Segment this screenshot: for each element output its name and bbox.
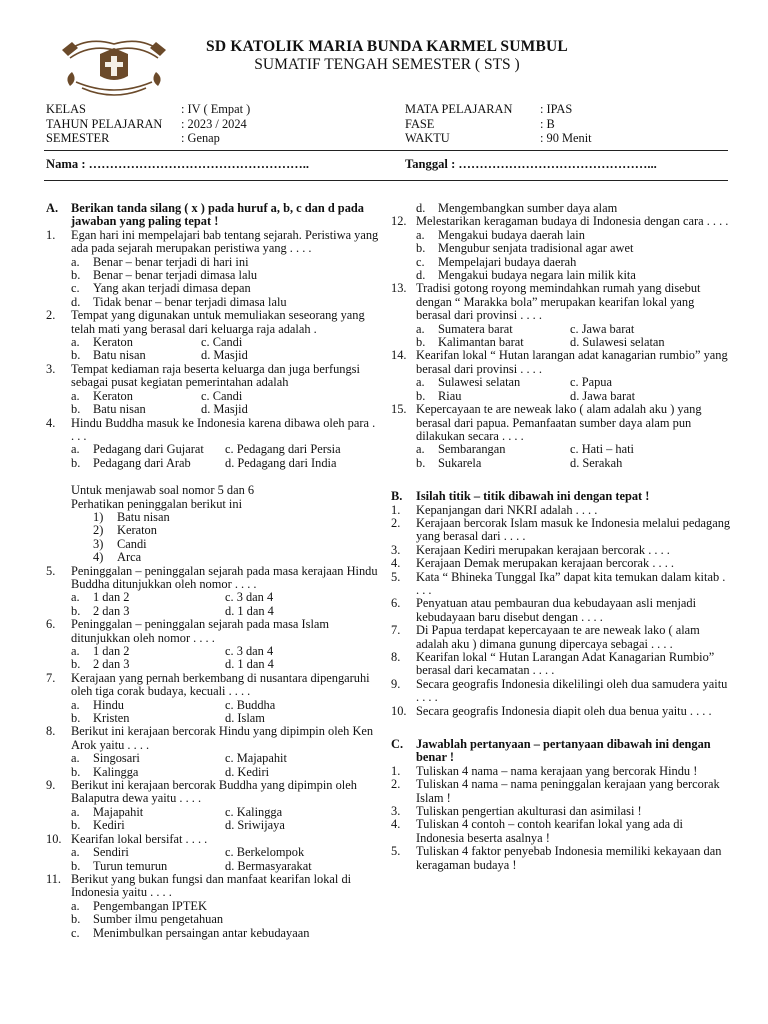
option-text: Yang akan terjadi dimasa depan [93, 281, 251, 296]
essay-item[interactable] [391, 805, 731, 818]
option-text: c. 3 dan 4 [225, 590, 274, 605]
list-number: 3) [93, 536, 104, 551]
option-letter: b. [71, 912, 81, 927]
option-text: Sembarangan [438, 442, 506, 457]
list-text: Keraton [117, 523, 157, 538]
question-text: Kearifan lokal bersifat . . . . [71, 831, 208, 846]
option-text: Mempelajari budaya daerah [438, 254, 577, 269]
section-a-heading [46, 202, 380, 229]
option-text: Pedagang dari Arab [93, 455, 191, 470]
divider-bottom [44, 180, 728, 181]
question-1 [46, 229, 380, 256]
question-text: Kearifan lokal “ Hutan larangan adat kanagarian rumbio” yang berasal dari provinsi . . . . [416, 348, 728, 376]
option-text: d. Bermasyarakat [225, 858, 312, 873]
option-row[interactable] [46, 752, 380, 765]
option-text: 2 dan 3 [93, 603, 130, 618]
item-number: 2. [391, 515, 401, 530]
item-number: 4. [391, 817, 401, 832]
item-text: Secara geografis Indonesia dikelilingi oleh dua samudera yaitu . . . . [416, 676, 728, 705]
option[interactable] [46, 913, 380, 926]
info-right [405, 102, 720, 146]
question-text: Tempat yang digunakan untuk memuliakan seseorang yang telah mati yang berasal dari keluarga raja adalah . [71, 308, 365, 336]
option-letter: a. [416, 227, 425, 242]
question-number: 5. [46, 563, 56, 578]
option-letter: a. [416, 442, 425, 457]
question-text: Hindu Buddha masuk ke Indonesia karena dibawa oleh para . . . . [71, 415, 376, 443]
question-9 [46, 779, 380, 806]
option-row[interactable] [46, 806, 380, 819]
section-c-heading [391, 738, 731, 765]
option-text: c. Jawa barat [570, 321, 635, 336]
option-text: 2 dan 3 [93, 657, 130, 672]
question-text: Melestarikan keragaman budaya di Indonesia dengan cara . . . . [416, 214, 729, 229]
option-text: Sumber ilmu pengetahuan [93, 912, 224, 927]
option-row[interactable] [46, 443, 380, 456]
question-11 [46, 873, 380, 900]
fill-item[interactable] [391, 504, 731, 517]
option-text: Riau [438, 388, 462, 403]
question-number: 2. [46, 308, 56, 323]
question-5 [46, 565, 380, 592]
option-text: d. 1 dan 4 [225, 657, 274, 672]
option-letter: b. [71, 348, 81, 363]
instruction-line: Untuk menjawab soal nomor 5 dan 6 [71, 483, 255, 498]
info-value-semester: : Genap [181, 131, 220, 145]
item-text: Tuliskan 4 nama – nama kerajaan yang bercorak Hindu ! [416, 763, 698, 778]
question-number: 1. [46, 227, 56, 242]
info-value-fase: : B [540, 116, 555, 131]
question-text: Peninggalan – peninggalan sejarah pada masa Islam ditunjukkan oleh nomor . . . . [71, 617, 330, 645]
option-text: d. Sulawesi selatan [570, 335, 665, 350]
option-text: Singosari [93, 751, 140, 766]
divider-top [44, 150, 728, 151]
option-letter: a. [71, 697, 80, 712]
option-row[interactable] [46, 819, 380, 832]
option[interactable] [391, 202, 731, 215]
item-number: 2. [391, 777, 401, 792]
option-letter: b. [416, 335, 426, 350]
option-row[interactable] [46, 645, 380, 658]
option-letter: d. [416, 201, 426, 215]
option-letter: a. [71, 804, 80, 819]
item-text: Kepanjangan dari NKRI adalah . . . . [416, 502, 598, 517]
option-text: Mengakui budaya daerah lain [438, 227, 585, 242]
option-letter: a. [71, 590, 80, 605]
question-3 [46, 363, 380, 390]
date-field[interactable]: Tanggal : ………………………………………... [405, 157, 657, 171]
school-logo [56, 32, 172, 102]
option-row[interactable] [46, 403, 380, 416]
option-text: Sumatera barat [438, 321, 513, 336]
option-row[interactable] [46, 591, 380, 604]
item-text: Penyatuan atau pembauran dua kebudayaan asli menjadi kebudayaan baru disebut dengan . . . . [416, 596, 697, 624]
question-number: 13. [391, 281, 407, 296]
item-text: Tuliskan 4 faktor penyebab Indonesia memiliki kekayaan dan keragaman budaya ! [416, 844, 722, 872]
option[interactable] [391, 269, 731, 282]
list-item [46, 551, 380, 564]
info-value-waktu: : 90 Menit [540, 131, 592, 145]
option-text: c. Candi [201, 388, 243, 403]
section-c-letter: C. [391, 737, 404, 752]
question-number: 15. [391, 402, 407, 417]
option-row[interactable] [391, 390, 731, 403]
item-number: 5. [391, 844, 401, 859]
option-text: Kalingga [93, 764, 139, 779]
option-text: d. Islam [225, 711, 265, 726]
option-text: Sulawesi selatan [438, 375, 521, 390]
option-letter: c. [71, 281, 80, 296]
question-text: Kerajaan yang pernah berkembang di nusantara dipengaruhi oleh tiga corak budaya, kecuali . . . . [71, 670, 370, 699]
option[interactable] [46, 296, 380, 309]
item-number: 3. [391, 542, 401, 557]
section-a-title: Berikan tanda silang ( x ) pada huruf a, b, c dan d pada jawaban yang paling tepat ! [71, 201, 364, 229]
option-text: c. Berkelompok [225, 845, 305, 860]
list-number: 2) [93, 523, 104, 538]
item-text: Kata “ Bhineka Tunggal Ika” dapat kita temukan dalam kitab . . . . [416, 569, 726, 597]
item-number: 6. [391, 596, 401, 611]
option-text: Benar – benar terjadi dimasa lalu [93, 268, 258, 283]
fill-item[interactable] [391, 557, 731, 570]
item-number: 5. [391, 569, 401, 584]
question-text: Peninggalan – peninggalan sejarah pada masa kerajaan Hindu Buddha ditunjukkan oleh nomor . . . . [71, 563, 378, 591]
question-text: Egan hari ini mempelajari bab tentang sejarah. Peristiwa yang ada pada sejarah merupakan peristiwa yang . . . . [71, 227, 379, 256]
option-text: Benar – benar terjadi di hari ini [93, 254, 249, 269]
question-text: Berikut yang bukan fungsi dan manfaat kearifan lokal di Indonesia yaitu . . . . [71, 871, 352, 900]
question-10 [46, 833, 380, 846]
fill-item[interactable] [391, 624, 731, 651]
option-text: c. Papua [570, 375, 612, 390]
fill-item[interactable] [391, 571, 731, 598]
option-letter: b. [71, 603, 81, 618]
option-text: 1 dan 2 [93, 644, 130, 658]
essay-item[interactable] [391, 845, 731, 872]
info-value-mapel: : IPAS [540, 102, 573, 116]
option-letter: a. [71, 254, 80, 269]
option[interactable] [391, 256, 731, 269]
question-7 [46, 672, 380, 699]
option-row[interactable] [46, 605, 380, 618]
info-value-kelas: : IV ( Empat ) [181, 102, 251, 116]
essay-item[interactable] [391, 778, 731, 805]
list-item [46, 538, 380, 551]
question-text: Berikut ini kerajaan bercorak Hindu yang dipimpin oleh Ken Arok yaitu . . . . [71, 724, 374, 752]
option-row[interactable] [391, 457, 731, 470]
option-row[interactable] [46, 457, 380, 470]
fill-item[interactable] [391, 597, 731, 624]
info-label-waktu: WAKTU [405, 131, 450, 145]
option-text: Mengembangkan sumber daya alam [438, 201, 618, 215]
section-c-title: Jawablah pertanyaan – pertanyaan dibawah ini dengan benar ! [416, 737, 711, 765]
option-letter: a. [71, 335, 80, 350]
fill-item[interactable] [391, 651, 731, 678]
option-text: Turun temurun [93, 858, 168, 873]
list-item [46, 511, 380, 524]
option-text: d. Jawa barat [570, 388, 636, 403]
question-text: Kepercayaan te are neweak lako ( alam adalah aku ) yang berasal dari papua. Pemanfaatan sumber daya alam pun dilakukan secara . . . . [416, 402, 702, 443]
list-item [46, 524, 380, 537]
option-letter: a. [416, 375, 425, 390]
item-text: Kerajaan Kediri merupakan kerajaan bercorak . . . . [416, 542, 670, 557]
question-text: Berikut ini kerajaan bercorak Buddha yang dipimpin oleh Balaputra dewa yaitu . . . . [71, 778, 357, 806]
option-text: d. Kediri [225, 764, 270, 779]
question-14 [391, 349, 731, 376]
option-letter: c. [416, 254, 425, 269]
option-letter: b. [416, 455, 426, 470]
option[interactable] [46, 900, 380, 913]
info-value-tahun: : 2023 / 2024 [181, 116, 247, 131]
option-text: c. Hati – hati [570, 442, 634, 457]
option-text: c. Kalingga [225, 804, 283, 819]
fill-item[interactable] [391, 705, 731, 718]
info-label-tahun: TAHUN PELAJARAN [46, 116, 163, 131]
option-letter: a. [71, 845, 80, 860]
option-text: Mengakui budaya negara lain milik kita [438, 268, 636, 283]
option-text: Batu nisan [93, 402, 146, 417]
option-letter: b. [71, 455, 81, 470]
option-text: c. Buddha [225, 697, 276, 712]
question-13 [391, 282, 731, 322]
section-b-letter: B. [391, 489, 403, 504]
option-row[interactable] [391, 323, 731, 336]
option-text: Menimbulkan persaingan antar kebudayaan [93, 925, 310, 940]
option-text: Hindu [93, 697, 124, 712]
option-row[interactable] [391, 376, 731, 389]
option-row[interactable] [46, 766, 380, 779]
question-number: 10. [46, 831, 62, 846]
question-number: 7. [46, 670, 56, 685]
list-number: 1) [93, 509, 104, 524]
fill-item[interactable] [391, 544, 731, 557]
option[interactable] [46, 269, 380, 282]
option-text: d. Pedagang dari India [225, 455, 337, 470]
option[interactable] [391, 242, 731, 255]
item-text: Tuliskan 4 contoh – contoh kearifan lokal yang ada di Indonesia beserta asalnya ! [416, 817, 683, 845]
essay-item[interactable] [391, 765, 731, 778]
option-letter: b. [71, 657, 81, 672]
option-row[interactable] [391, 443, 731, 456]
question-2 [46, 309, 380, 336]
option-text: d. Masjid [201, 402, 248, 417]
item-text: Kerajaan bercorak Islam masuk ke Indonesia melalui pedagang yang berasal dari . . . . [416, 515, 731, 544]
question-number: 14. [391, 348, 407, 363]
question-number: 11. [46, 871, 62, 886]
option-letter: a. [416, 321, 425, 336]
item-text: Di Papua terdapat kepercayaan te are neweak lako ( alam adalah aku ) dimana gunung dipercaya sebagai . . . . [416, 623, 700, 651]
option-text: Kalimantan barat [438, 335, 524, 350]
question-number: 9. [46, 778, 56, 793]
option-letter: d. [71, 294, 81, 309]
section-b-heading [391, 490, 731, 503]
option-row[interactable] [46, 846, 380, 859]
info-label-semester: SEMESTER [46, 131, 110, 145]
question-4 [46, 417, 380, 444]
option-row[interactable] [46, 658, 380, 671]
option-text: d. Serakah [570, 455, 623, 470]
question-15 [391, 403, 731, 443]
item-number: 1. [391, 502, 401, 517]
option-letter: b. [71, 858, 81, 873]
option[interactable] [46, 927, 380, 940]
item-number: 10. [391, 703, 407, 718]
section-b-title: Isilah titik – titik dibawah ini dengan tepat ! [416, 489, 650, 504]
question-text: Tempat kediaman raja beserta keluarga dan juga berfungsi sebagai pusat kegiatan pemerintahan adalah [71, 361, 360, 390]
option-text: Majapahit [93, 804, 144, 819]
item-number: 7. [391, 623, 401, 638]
option-letter: b. [71, 764, 81, 779]
item-text: Secara geografis Indonesia diapit oleh dua benua yaitu . . . . [416, 703, 712, 718]
item-number: 1. [391, 763, 401, 778]
option-text: Tidak benar – benar terjadi dimasa lalu [93, 294, 287, 309]
right-column [391, 202, 731, 872]
info-left [46, 102, 401, 146]
option-text: c. Majapahit [225, 751, 287, 766]
option-letter: b. [416, 388, 426, 403]
option-letter: c. [71, 925, 80, 940]
option-row[interactable] [46, 390, 380, 403]
option-text: d. Sriwijaya [225, 818, 285, 833]
option-text: c. Candi [201, 335, 243, 350]
option-row[interactable] [46, 349, 380, 362]
fill-item[interactable] [391, 678, 731, 705]
option-text: Sukarela [438, 455, 482, 470]
question-number: 6. [46, 617, 56, 632]
question-12 [391, 215, 731, 228]
option-text: 1 dan 2 [93, 590, 130, 605]
list-text: Candi [117, 536, 147, 551]
section-a-letter: A. [46, 201, 59, 215]
item-number: 4. [391, 556, 401, 571]
option[interactable] [46, 282, 380, 295]
option-letter: a. [71, 898, 80, 913]
option-letter: a. [71, 644, 80, 658]
question-8 [46, 725, 380, 752]
option-text: Pedagang dari Gujarat [93, 442, 204, 457]
option-letter: b. [416, 241, 426, 256]
option-letter: b. [71, 711, 81, 726]
option-letter: a. [71, 751, 80, 766]
item-text: Tuliskan 4 nama – nama peninggalan kerajaan yang bercorak Islam ! [416, 777, 720, 805]
option-text: d. Masjid [201, 348, 248, 363]
question-number: 3. [46, 361, 56, 376]
option-text: Kristen [93, 711, 130, 726]
option-letter: d. [416, 268, 426, 283]
option-text: Sendiri [93, 845, 129, 860]
option[interactable] [391, 229, 731, 242]
option-letter: b. [71, 818, 81, 833]
option-letter: b. [71, 268, 81, 283]
info-label-mapel: MATA PELAJARAN [405, 102, 513, 116]
question-number: 8. [46, 724, 56, 739]
option-letter: b. [71, 402, 81, 417]
option-text: Kediri [93, 818, 125, 833]
option-row[interactable] [391, 336, 731, 349]
option-text: Keraton [93, 335, 133, 350]
item-number: 3. [391, 804, 401, 819]
item-text: Tuliskan pengertian akulturasi dan asimilasi ! [416, 804, 642, 819]
name-field[interactable]: Nama : …………………………………………….. [46, 157, 310, 171]
info-label-kelas: KELAS [46, 102, 86, 116]
left-column [46, 202, 380, 940]
option-row[interactable] [46, 860, 380, 873]
option-letter: a. [71, 388, 80, 403]
list-text: Arca [117, 550, 142, 565]
question-number: 12. [391, 214, 407, 229]
option-text: c. 3 dan 4 [225, 644, 274, 658]
item-number: 8. [391, 650, 401, 664]
item-number: 9. [391, 676, 401, 691]
question-text: Tradisi gotong royong memindahkan rumah yang disebut dengan “ Marakka bola” merupakan kearifan lokal yang berasal dari provinsi . . . . [416, 281, 701, 323]
fill-item[interactable] [391, 517, 731, 544]
school-name: SD KATOLIK MARIA BUNDA KARMEL SUMBUL [206, 38, 568, 55]
option-text: d. 1 dan 4 [225, 603, 274, 618]
option-row[interactable] [46, 712, 380, 725]
list-text: Batu nisan [117, 509, 170, 524]
option-letter: a. [71, 442, 80, 457]
list-number: 4) [93, 550, 104, 565]
exam-title: SUMATIF TENGAH SEMESTER ( STS ) [254, 56, 520, 73]
option[interactable] [46, 256, 380, 269]
option-row[interactable] [46, 699, 380, 712]
item-text: Kearifan lokal “ Hutan Larangan Adat Kanagarian Rumbio” berasal dari kecamatan . . . . [416, 650, 715, 678]
essay-item[interactable] [391, 818, 731, 845]
option-row[interactable] [46, 336, 380, 349]
option-text: c. Pedagang dari Persia [225, 442, 341, 457]
info-label-fase: FASE [405, 116, 435, 131]
instruction-line: Perhatikan peninggalan berikut ini [71, 496, 243, 511]
option-text: Keraton [93, 388, 133, 403]
option-text: Pengembangan IPTEK [93, 898, 207, 913]
question-6 [46, 618, 380, 645]
option-text: Batu nisan [93, 348, 146, 363]
item-text: Kerajaan Demak merupakan kerajaan bercorak . . . . [416, 556, 675, 571]
option-text: Mengubur senjata tradisional agar awet [438, 241, 634, 256]
question-number: 4. [46, 415, 56, 430]
